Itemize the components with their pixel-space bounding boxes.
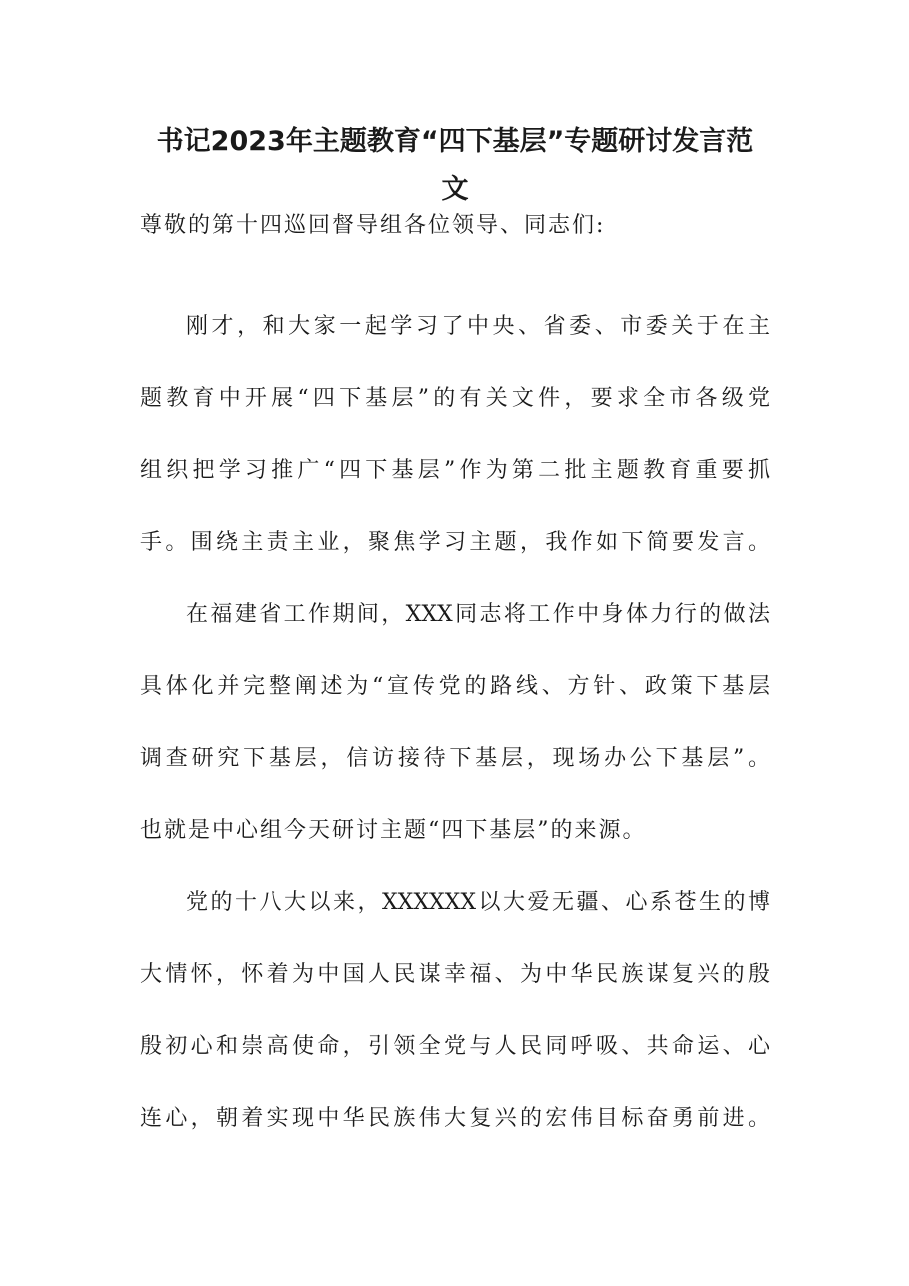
paragraph-2-line-4: 也就是中心组今天研讨主题“四下基层”的来源。: [140, 818, 647, 843]
salutation: 尊敬的第十四巡回督导组各位领导、同志们:: [140, 213, 606, 238]
paragraph-2-line-1: 在福建省工作期间，XXX同志将工作中身体力行的做法: [186, 602, 770, 627]
document-title-line-1: 书记2023年主题教育“四下基层”专题研讨发言范: [156, 126, 754, 157]
paragraph-3-line-4: 连心，朝着实现中华民族伟大复兴的宏伟目标奋勇前进。: [140, 1106, 770, 1131]
paragraph-3-line-2: 大情怀，怀着为中国人民谋幸福、为中华民族谋复兴的殷: [140, 962, 770, 987]
paragraph-1-line-2: 题教育中开展“四下基层”的有关文件，要求全市各级党: [140, 386, 770, 411]
paragraph-2-line-3: 调查研究下基层，信访接待下基层，现场办公下基层”。: [140, 746, 770, 771]
paragraph-3-line-3: 殷初心和崇高使命，引领全党与人民同呼吸、共命运、心: [140, 1034, 770, 1059]
paragraph-1-line-3: 组织把学习推广“四下基层”作为第二批主题教育重要抓: [140, 458, 770, 483]
paragraph-1-line-4: 手。围绕主责主业，聚焦学习主题，我作如下简要发言。: [140, 530, 770, 555]
document-title-line-2: 文: [441, 174, 469, 205]
paragraph-2-line-2: 具体化并完整阐述为“宣传党的路线、方针、政策下基层: [140, 674, 770, 699]
paragraph-1-line-1: 刚才，和大家一起学习了中央、省委、市委关于在主: [186, 314, 770, 339]
paragraph-3-line-1: 党的十八大以来，XXXXXX以大爱无疆、心系苍生的博: [186, 890, 770, 915]
